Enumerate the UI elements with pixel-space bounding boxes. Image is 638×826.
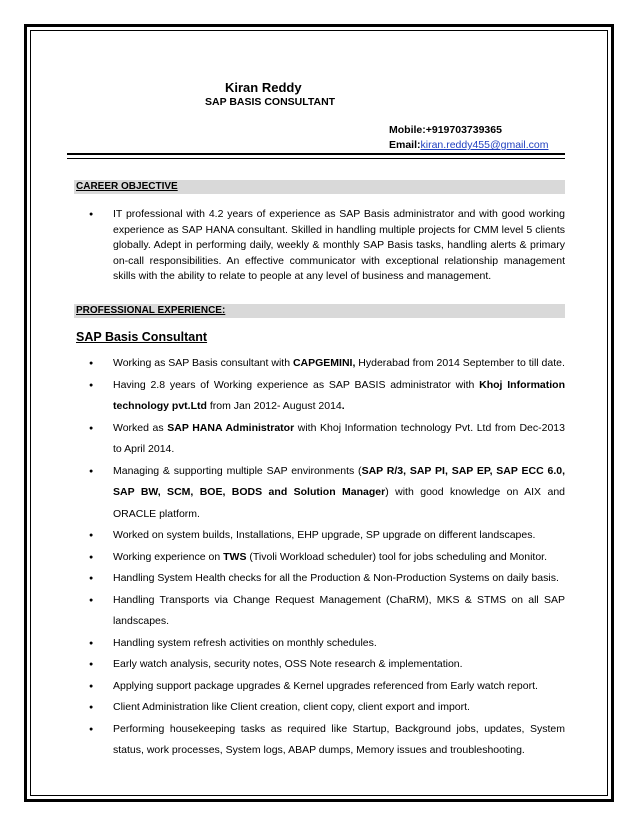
career-objective-item: ● IT professional with 4.2 years of experience as SAP Basis administrator and with good working experience as SAP HANA consultant. Skilled in handling multiple projects for CMM level 5 clients globally. Adept in performing daily, weekly & monthly SAP Basis tasks, handling alerts & primary on-call responsibilities. An effective communicator with exceptional relationship management skills with the ability to relate to people at any level of business and management. bbox=[74, 207, 565, 285]
bold-text: SAP HANA Administrator bbox=[167, 421, 295, 434]
experience-item bbox=[74, 461, 565, 526]
text: Worked on system builds, Installations, EHP upgrade, SP upgrade on different landscapes. bbox=[113, 529, 536, 541]
bold-text: CAPGEMINI, bbox=[292, 357, 356, 369]
text: Applying support package upgrades & Kernel upgrades referenced from Early watch report. bbox=[113, 679, 538, 692]
text: Managing & supporting multiple SAP environments ( bbox=[113, 464, 362, 477]
email-link[interactable]: kiran.reddy455@gmail.com bbox=[420, 139, 549, 151]
bold-text: Khoj Information technology pvt.Ltd bbox=[113, 378, 565, 412]
candidate-title: SAP BASIS CONSULTANT bbox=[205, 96, 336, 108]
header-divider bbox=[67, 153, 565, 155]
text: Working as SAP Basis consultant with bbox=[113, 357, 293, 369]
header-divider-thin bbox=[67, 158, 565, 159]
experience-item bbox=[74, 676, 565, 698]
text: Performing housekeeping tasks as required like Startup, Background jobs, updates, System status, work processes, System logs, ABAP dumps, Memory issues and troubleshooting. bbox=[113, 722, 565, 756]
experience-item bbox=[74, 719, 565, 762]
experience-item bbox=[74, 547, 565, 569]
text: Working experience on bbox=[113, 550, 224, 563]
text: Hyderabad from 2014 September to till date. bbox=[355, 357, 565, 369]
bold-text: SAP R/3, SAP PI, SAP EP, SAP ECC 6.0, SAP BW, SCM, BOE, BODS and Solution Manager bbox=[113, 464, 565, 498]
candidate-name: Kiran Reddy bbox=[225, 80, 302, 95]
experience-item bbox=[74, 654, 565, 676]
experience-item bbox=[74, 353, 565, 375]
experience-item bbox=[74, 525, 565, 547]
experience-item bbox=[74, 633, 565, 655]
experience-item bbox=[74, 375, 565, 418]
email-label: Email: bbox=[389, 139, 421, 151]
experience-item bbox=[74, 697, 565, 719]
text: Early watch analysis, security notes, OSS Note research & implementation. bbox=[113, 658, 463, 670]
text: Worked as bbox=[113, 421, 168, 434]
text: ) with good knowledge on AIX and ORACLE platform. bbox=[113, 486, 565, 520]
text: from Jan 2012- August 2014 bbox=[206, 400, 342, 412]
text: Handling System Health checks for all the Production & Non-Production Systems on daily basis. bbox=[113, 572, 559, 584]
experience-heading: PROFESSIONAL EXPERIENCE: bbox=[74, 304, 565, 318]
career-objective-list bbox=[74, 207, 565, 285]
email-line bbox=[389, 139, 548, 151]
text: with Khoj Information technology Pvt. Ltd from Dec-2013 to April 2014. bbox=[113, 421, 565, 455]
role-heading: SAP Basis Consultant bbox=[76, 330, 208, 344]
text: (Tivoli Workload scheduler) tool for jobs scheduling and Monitor. bbox=[246, 550, 548, 563]
bold-text: TWS bbox=[223, 550, 247, 563]
experience-item bbox=[74, 590, 565, 633]
mobile-line bbox=[389, 124, 502, 136]
text: Handling system refresh activities on monthly schedules. bbox=[113, 636, 377, 649]
mobile-label: Mobile bbox=[389, 124, 423, 136]
career-objective-heading: CAREER OBJECTIVE bbox=[74, 180, 565, 194]
text: Client Administration like Client creation, client copy, client export and import. bbox=[113, 701, 470, 713]
bold-text: . bbox=[341, 400, 345, 412]
experience-list bbox=[74, 353, 565, 762]
mobile-value: :+919703739365 bbox=[422, 124, 502, 136]
experience-item bbox=[74, 418, 565, 461]
experience-item bbox=[74, 568, 565, 590]
text: Handling Transports via Change Request Management (ChaRM), MKS & STMS on all SAP landscapes. bbox=[113, 593, 565, 627]
text: Having 2.8 years of Working experience as SAP BASIS administrator with bbox=[113, 378, 480, 391]
